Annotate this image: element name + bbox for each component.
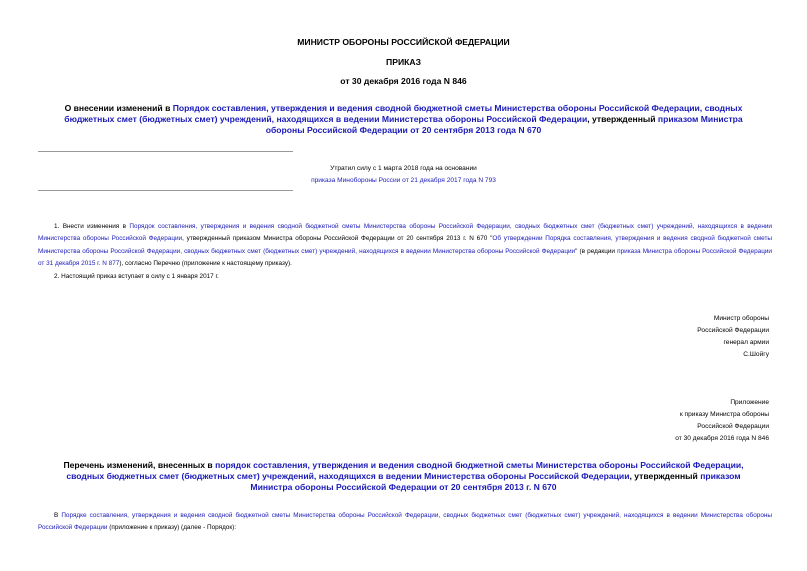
repeal-order-link[interactable]: приказа Минобороны России от 21 декабря 2017 года N 793: [311, 177, 496, 184]
status-note: Утратил силу с 1 марта 2018 года на основании: [330, 165, 477, 172]
appendix-block: [675, 397, 769, 445]
p1-order-877-link[interactable]: приказа Министра обороны Российской Федерации от 31 декабря 2015 г. N 877: [38, 247, 773, 268]
appendix-line-2: к приказу Министра обороны: [679, 411, 769, 418]
document-date-number: от 30 декабря 2016 года N 846: [340, 76, 467, 86]
appendix-line-1: Приложение: [730, 399, 769, 406]
list-title-text-1: Перечень изменений, внесенных в: [63, 460, 216, 470]
paragraph-2: 2. Настоящий приказ вступает в силу с 1 января 2017 г.: [54, 273, 219, 280]
p1-text-c: " (в редакции: [575, 247, 618, 255]
p1-text-b: , утвержденный приказом Министра обороны Российской Федерации от 20 сентября 2013 г. N 670 ": [182, 235, 493, 243]
list-order-670-link[interactable]: приказом Министра обороны Российской Федерации от 20 сентября 2013 г. N 670: [250, 471, 741, 492]
title-text-2: , утвержденный: [587, 114, 658, 124]
procedure-link[interactable]: Порядок составления, утверждения и ведения сводной бюджетной сметы Министерства обороны Российской Федерации, сводных бюджетных смет (бюджетных смет) учреждений, находящихся в ведении Министерства обороны Российской Федерации: [64, 103, 743, 124]
p1-procedure-link[interactable]: Порядок составления, утверждения и ведения сводной бюджетной сметы Министерства обороны Российской Федерации, сводных бюджетных смет (бюджетных смет) учреждений, находящихся в ведении Министерства обороны Российской Федерации: [38, 223, 772, 243]
signature-line-2: Российской Федерации: [697, 327, 769, 334]
list-procedure-link[interactable]: порядок составления, утверждения и ведения сводной бюджетной сметы Министерства обороны Российской Федерации, сводных бюджетных смет (бюджетных смет) учреждений, находящихся в ведении Министерства обороны Российской Федерации: [66, 460, 744, 481]
divider-top: [38, 151, 293, 152]
signature-line-3: генерал армии: [723, 339, 769, 346]
p1-approval-link[interactable]: Об утверждении Порядка составления, утверждения и ведения сводной бюджетной сметы Министерства обороны Российской Федерации, сводных бюджетных смет (бюджетных смет) учреждений, находящихся в ведении Министерства обороны Российской Федерации: [38, 235, 772, 255]
signature-line-4: С.Шойгу: [743, 351, 769, 358]
list-title: [48, 460, 759, 493]
divider-bottom: [38, 190, 293, 191]
paragraph-last: [38, 510, 772, 535]
issuing-authority: МИНИСТР ОБОРОНЫ РОССИЙСКОЙ ФЕДЕРАЦИИ: [297, 37, 510, 47]
appendix-line-3: Российской Федерации: [697, 423, 769, 430]
paragraph-1: [38, 221, 772, 271]
last-text-a: В: [54, 512, 62, 519]
title-text-1: О внесении изменений в: [64, 103, 173, 113]
last-procedure-link[interactable]: Порядке составления, утверждения и ведения сводной бюджетной сметы Министерства обороны Российской Федерации, сводных бюджетных смет (бюджетных смет) учреждений, находящихся в ведении Министерства обороны Российской Федерации: [38, 512, 772, 532]
document-type: ПРИКАЗ: [386, 57, 421, 67]
order-670-link[interactable]: приказом Министра обороны Российской Федерации от 20 сентября 2013 года N 670: [265, 114, 743, 135]
p1-text-d: ), согласно Перечню (приложение к настоящему приказу).: [119, 260, 292, 268]
document-title: [48, 103, 759, 136]
signature-line-1: Министр обороны: [713, 315, 769, 322]
signature-block: [697, 313, 769, 361]
appendix-line-4: от 30 декабря 2016 года N 846: [675, 435, 769, 442]
p1-text-a: 1. Внести изменения в: [54, 223, 130, 230]
list-title-text-2: , утвержденный: [629, 471, 701, 481]
last-text-b: (приложение к приказу) (далее - Порядок):: [107, 524, 237, 532]
